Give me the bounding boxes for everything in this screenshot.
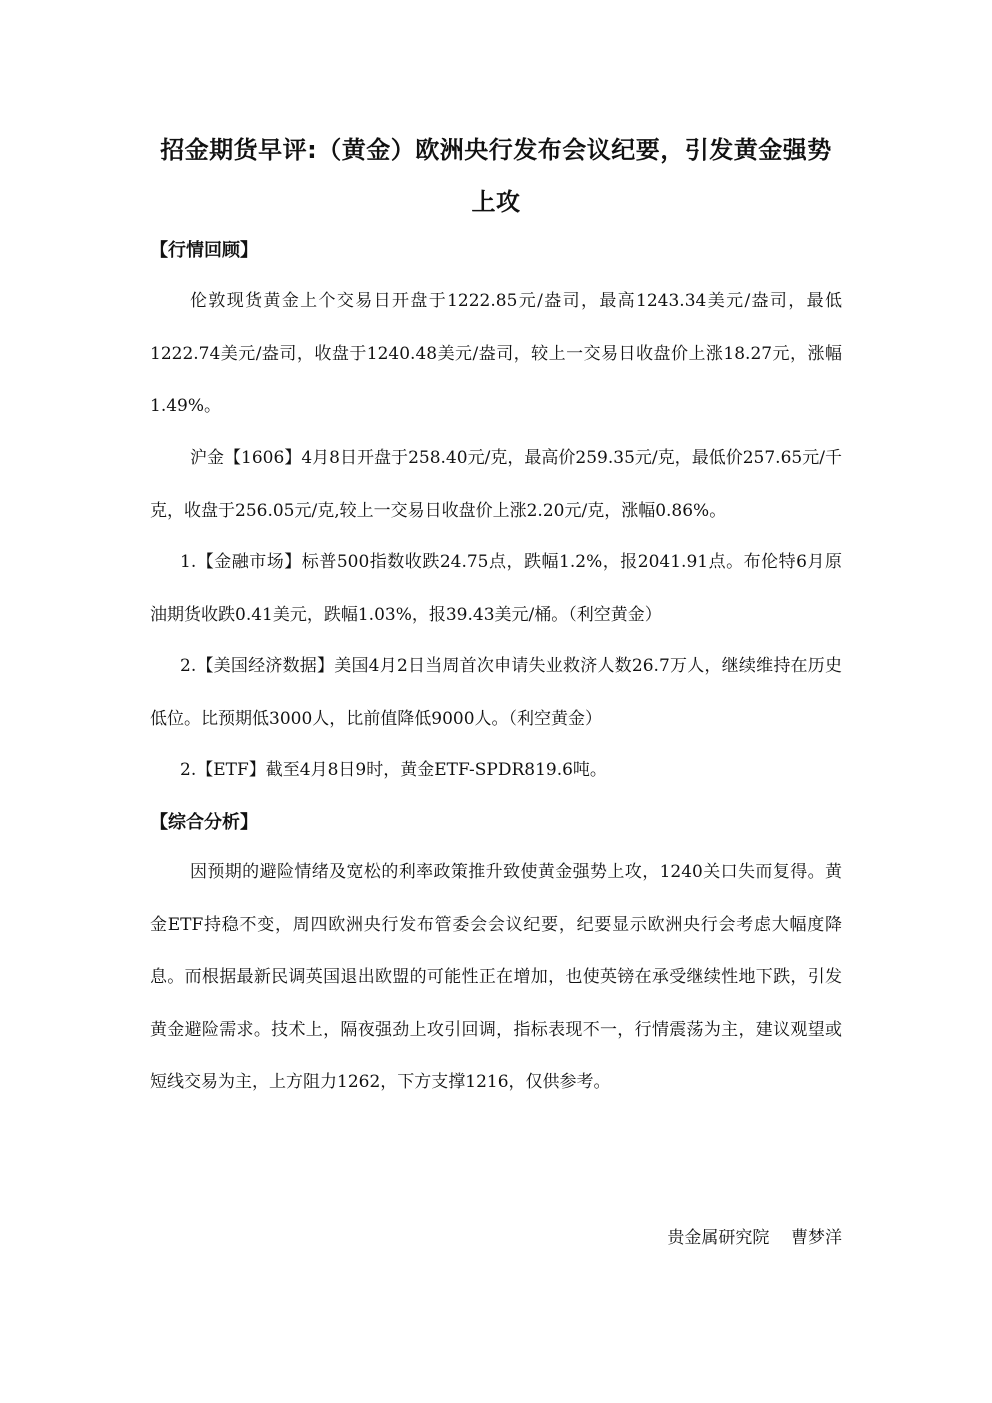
section-heading-analysis: 【综合分析】 bbox=[150, 812, 258, 833]
list-item-us-economic-data: 2.【美国经济数据】美国4月2日当周首次申请失业救济人数26.7万人，继续维持在历史低位。比预期低3000人，比前值降低9000人。（利空黄金） bbox=[150, 656, 842, 729]
signature-author: 曹梦洋 bbox=[791, 1228, 842, 1248]
list-item-etf: 2.【ETF】截至4月8日9时，黄金ETF-SPDR819.6吨。 bbox=[180, 760, 607, 780]
list-item-financial-market: 1.【金融市场】标普500指数收跌24.75点，跌幅1.2%，报2041.91点。布伦特6月原油期货收跌0.41美元，跌幅1.03%，报39.43美元/桶。（利空黄金） bbox=[150, 552, 842, 625]
paragraph-analysis: 因预期的避险情绪及宽松的利率政策推升致使黄金强势上攻，1240关口失而复得。黄金ETF持稳不变，周四欧洲央行发布管委会会议纪要，纪要显示欧洲央行会考虑大幅度降息。而根据最新民调英国退出欧盟的可能性正在增加，也使英镑在承受继续性地下跌，引发黄金避险需求。技术上，隔夜强劲上攻引回调，指标表现不一，行情震荡为主，建议观望或短线交易为主，上方阻力1262，下方支撑1216，仅供参考。 bbox=[150, 862, 842, 1092]
paragraph-london-gold: 伦敦现货黄金上个交易日开盘于1222.85元/盎司，最高1243.34美元/盎司，最低1222.74美元/盎司，收盘于1240.48美元/盎司，较上一交易日收盘价上涨18.27元，涨幅1.49%。 bbox=[150, 291, 842, 416]
document-page bbox=[150, 0, 842, 1403]
signature bbox=[667, 1225, 842, 1251]
paragraph-shanghai-gold: 沪金【1606】4月8日开盘于258.40元/克，最高价259.35元/克，最低价257.65元/千克，收盘于256.05元/克,较上一交易日收盘价上涨2.20元/克，涨幅0.86%。 bbox=[150, 448, 842, 521]
section-heading-market-review: 【行情回顾】 bbox=[150, 240, 258, 261]
signature-institute: 贵金属研究院 bbox=[667, 1228, 770, 1248]
document-title: 招金期货早评:（黄金）欧洲央行发布会议纪要，引发黄金强势上攻 bbox=[160, 136, 832, 216]
